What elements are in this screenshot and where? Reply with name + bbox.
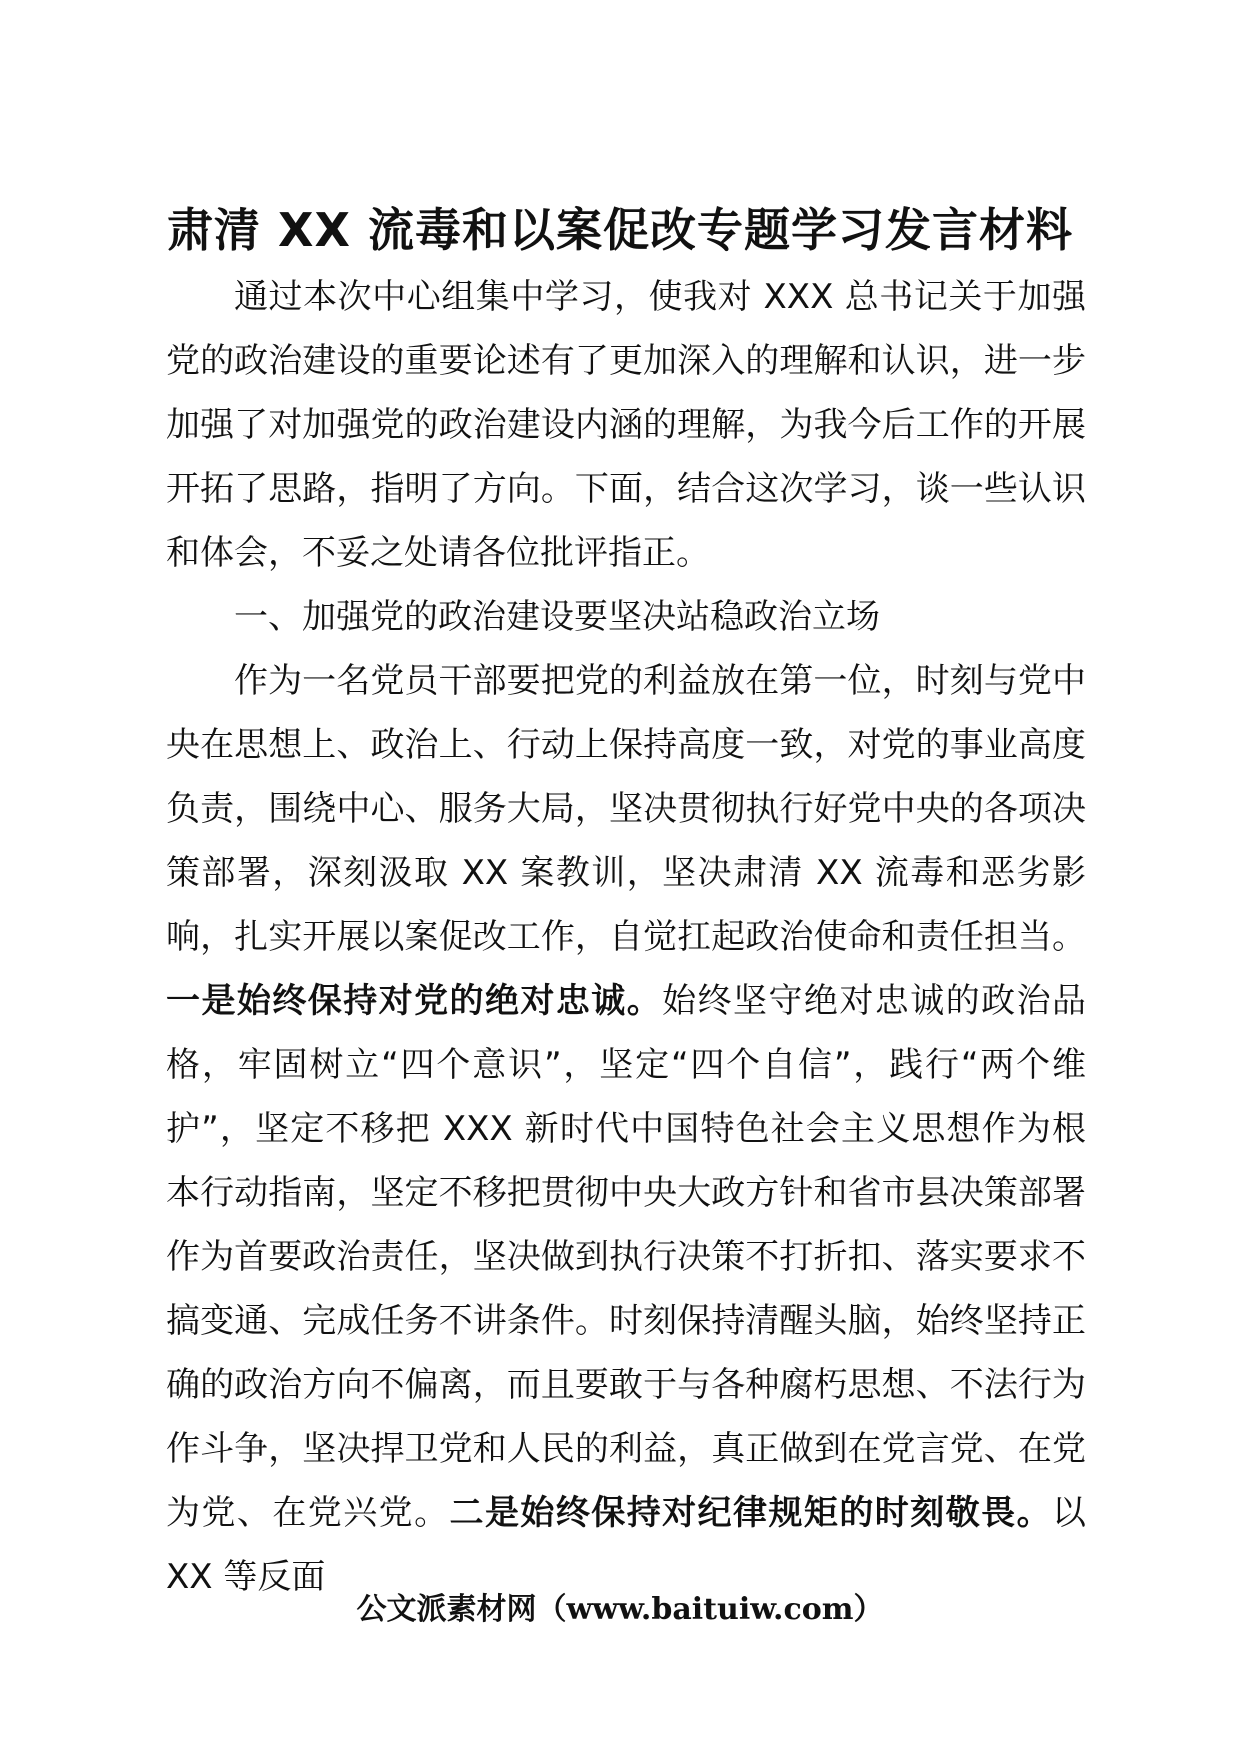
- document-title: 肃清 XX 流毒和以案促改专题学习发言材料: [167, 203, 1073, 257]
- document-body: [166, 265, 1086, 1609]
- bold-point-1: 一是始终保持对党的绝对忠诚。: [166, 981, 663, 1021]
- bold-point-2: 二是始终保持对纪律规矩的时刻敬畏。: [449, 1493, 1053, 1533]
- section-heading-1: 一、加强党的政治建设要坚决站稳政治立场: [234, 597, 880, 637]
- footer-watermark: 公文派素材网（www.baituiw.com）: [356, 1592, 884, 1627]
- paragraph-text: 始终坚守绝对忠诚的政治品格，牢固树立“四个意识”，坚定“四个自信”，践行“两个维护”，坚定不移把 XXX 新时代中国特色社会主义思想作为根本行动指南，坚定不移把贯彻中央大政方针和省市县决策部署作为首要政治责任，坚决做到执行决策不打折扣、落实要求不搞变通、完成任务不讲条件。时刻保持清醒头脑，始终坚持正确的政治方向不偏离，而且要敢于与各种腐朽思想、不法行为作斗争，坚决捍卫党和人民的利益，真正做到在党言党、在党为党、在党兴党。: [166, 981, 1087, 1533]
- intro-paragraph: 通过本次中心组集中学习，使我对 XXX 总书记关于加强党的政治建设的重要论述有了更加深入的理解和认识，进一步加强了对加强党的政治建设内涵的理解，为我今后工作的开展开拓了思路，指明了方向。下面，结合这次学习，谈一些认识和体会，不妥之处请各位批评指正。: [166, 277, 1086, 573]
- section-1-paragraph: [166, 649, 1086, 1609]
- paragraph-text: 作为一名党员干部要把党的利益放在第一位，时刻与党中央在思想上、政治上、行动上保持高度一致，对党的事业高度负责，围绕中心、服务大局，坚决贯彻执行好党中央的各项决策部署，深刻汲取 XX 案教训，坚决肃清 XX 流毒和恶劣影响，扎实开展以案促改工作，自觉扛起政治使命和责任担当。: [166, 661, 1086, 957]
- paragraph-text: 以 XX 等反面: [166, 1493, 1087, 1597]
